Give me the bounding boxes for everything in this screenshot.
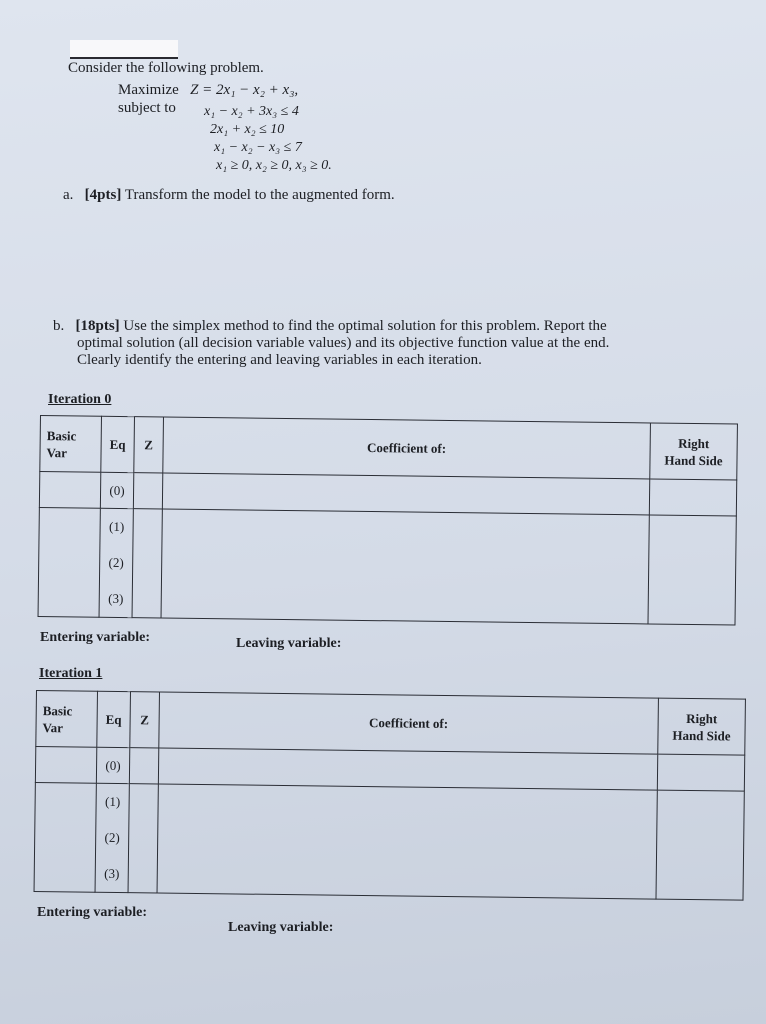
rhs-header-line1: Right xyxy=(678,435,710,451)
maximize-label: Maximize xyxy=(118,82,179,98)
question-b-line2: optimal solution (all decision variable values) and its objective function value at the end. xyxy=(77,335,610,351)
constraint-2: 2x₁ + x₂ ≤ 10 xyxy=(210,122,285,137)
constraint-1: x₁ − x₂ + 3x₃ ≤ 4 xyxy=(204,104,299,119)
basic-var-cell[interactable] xyxy=(35,747,96,784)
question-b-line3: Clearly identify the entering and leaving variables in each iteration. xyxy=(77,352,482,368)
eq-header: Eq xyxy=(97,691,131,747)
coefficient-header: Coefficient of: xyxy=(159,692,659,754)
question-b-points: [18pts] xyxy=(75,318,120,334)
question-a-points: [4pts] xyxy=(84,187,122,203)
coefficient-cell[interactable] xyxy=(158,748,657,790)
question-b xyxy=(53,318,693,369)
z-cell[interactable] xyxy=(133,473,162,509)
rhs-header-line2: Hand Side xyxy=(664,452,723,468)
eq-row-0: (0) xyxy=(96,747,129,783)
coefficient-header: Coefficient of: xyxy=(163,417,651,479)
coefficient-cell[interactable] xyxy=(162,473,649,515)
rhs-header xyxy=(650,423,738,480)
question-a xyxy=(63,187,395,204)
objective-line xyxy=(118,82,298,99)
eq-rows-1-3 xyxy=(99,508,133,617)
eq-header: Eq xyxy=(101,416,135,472)
z-cell[interactable] xyxy=(132,509,162,618)
coefficient-cell[interactable] xyxy=(157,784,657,899)
eq-row-1: (1) xyxy=(108,518,125,535)
iteration-0-label: Iteration 0 xyxy=(48,392,112,407)
leaving-variable-label-0: Leaving variable: xyxy=(236,636,342,651)
eq-row-0: (0) xyxy=(100,472,133,508)
simplex-table-iteration-1 xyxy=(34,690,746,901)
rhs-cell[interactable] xyxy=(649,479,736,516)
eq-row-2: (2) xyxy=(108,554,124,571)
question-b-line1: Use the simplex method to find the optimal solution for this problem. Report the xyxy=(123,318,607,334)
simplex-table-iteration-0 xyxy=(38,415,738,626)
z-cell[interactable] xyxy=(128,784,158,893)
question-b-letter: b. xyxy=(53,318,65,334)
eq-row-2: (2) xyxy=(104,829,120,846)
constraint-3: x₁ − x₂ − x₃ ≤ 7 xyxy=(214,140,302,155)
problem-intro: Consider the following problem. xyxy=(68,60,264,76)
eq-row-1: (1) xyxy=(104,793,121,810)
entering-variable-label-0: Entering variable: xyxy=(40,630,151,645)
leaving-variable-label-1: Leaving variable: xyxy=(228,920,334,935)
redacted-header xyxy=(70,40,178,59)
basic-var-cell[interactable] xyxy=(38,507,100,617)
rhs-cell[interactable] xyxy=(656,790,744,900)
z-header: Z xyxy=(130,692,160,748)
eq-row-3: (3) xyxy=(108,590,124,607)
entering-variable-label-1: Entering variable: xyxy=(37,905,148,920)
iteration-1-label: Iteration 1 xyxy=(39,666,103,681)
basic-header-text: Basic xyxy=(42,702,73,718)
basic-var-header xyxy=(40,416,102,473)
question-a-text: Transform the model to the augmented form. xyxy=(124,187,395,203)
basic-var-cell[interactable] xyxy=(34,782,96,892)
question-a-letter: a. xyxy=(63,187,74,203)
basic-var-header xyxy=(36,691,98,748)
var-header-text: Var xyxy=(46,444,68,460)
eq-rows-1-3 xyxy=(95,783,129,892)
nonnegativity-constraint: x₁ ≥ 0, x₂ ≥ 0, x₃ ≥ 0. xyxy=(216,158,332,173)
rhs-cell[interactable] xyxy=(657,754,744,791)
rhs-header xyxy=(658,698,746,755)
basic-header-text: Basic xyxy=(46,427,77,443)
z-cell[interactable] xyxy=(129,748,158,784)
var-header-text: Var xyxy=(42,719,64,735)
rhs-cell[interactable] xyxy=(648,515,736,625)
rhs-header-line1: Right xyxy=(686,710,718,726)
coefficient-cell[interactable] xyxy=(161,509,649,624)
subject-to-label: subject to xyxy=(118,100,176,116)
objective-function: Z = 2x₁ − x₂ + x₃, xyxy=(190,82,299,98)
rhs-header-line2: Hand Side xyxy=(672,727,731,743)
basic-var-cell[interactable] xyxy=(39,472,100,509)
eq-row-3: (3) xyxy=(104,865,120,882)
z-header: Z xyxy=(134,417,164,473)
